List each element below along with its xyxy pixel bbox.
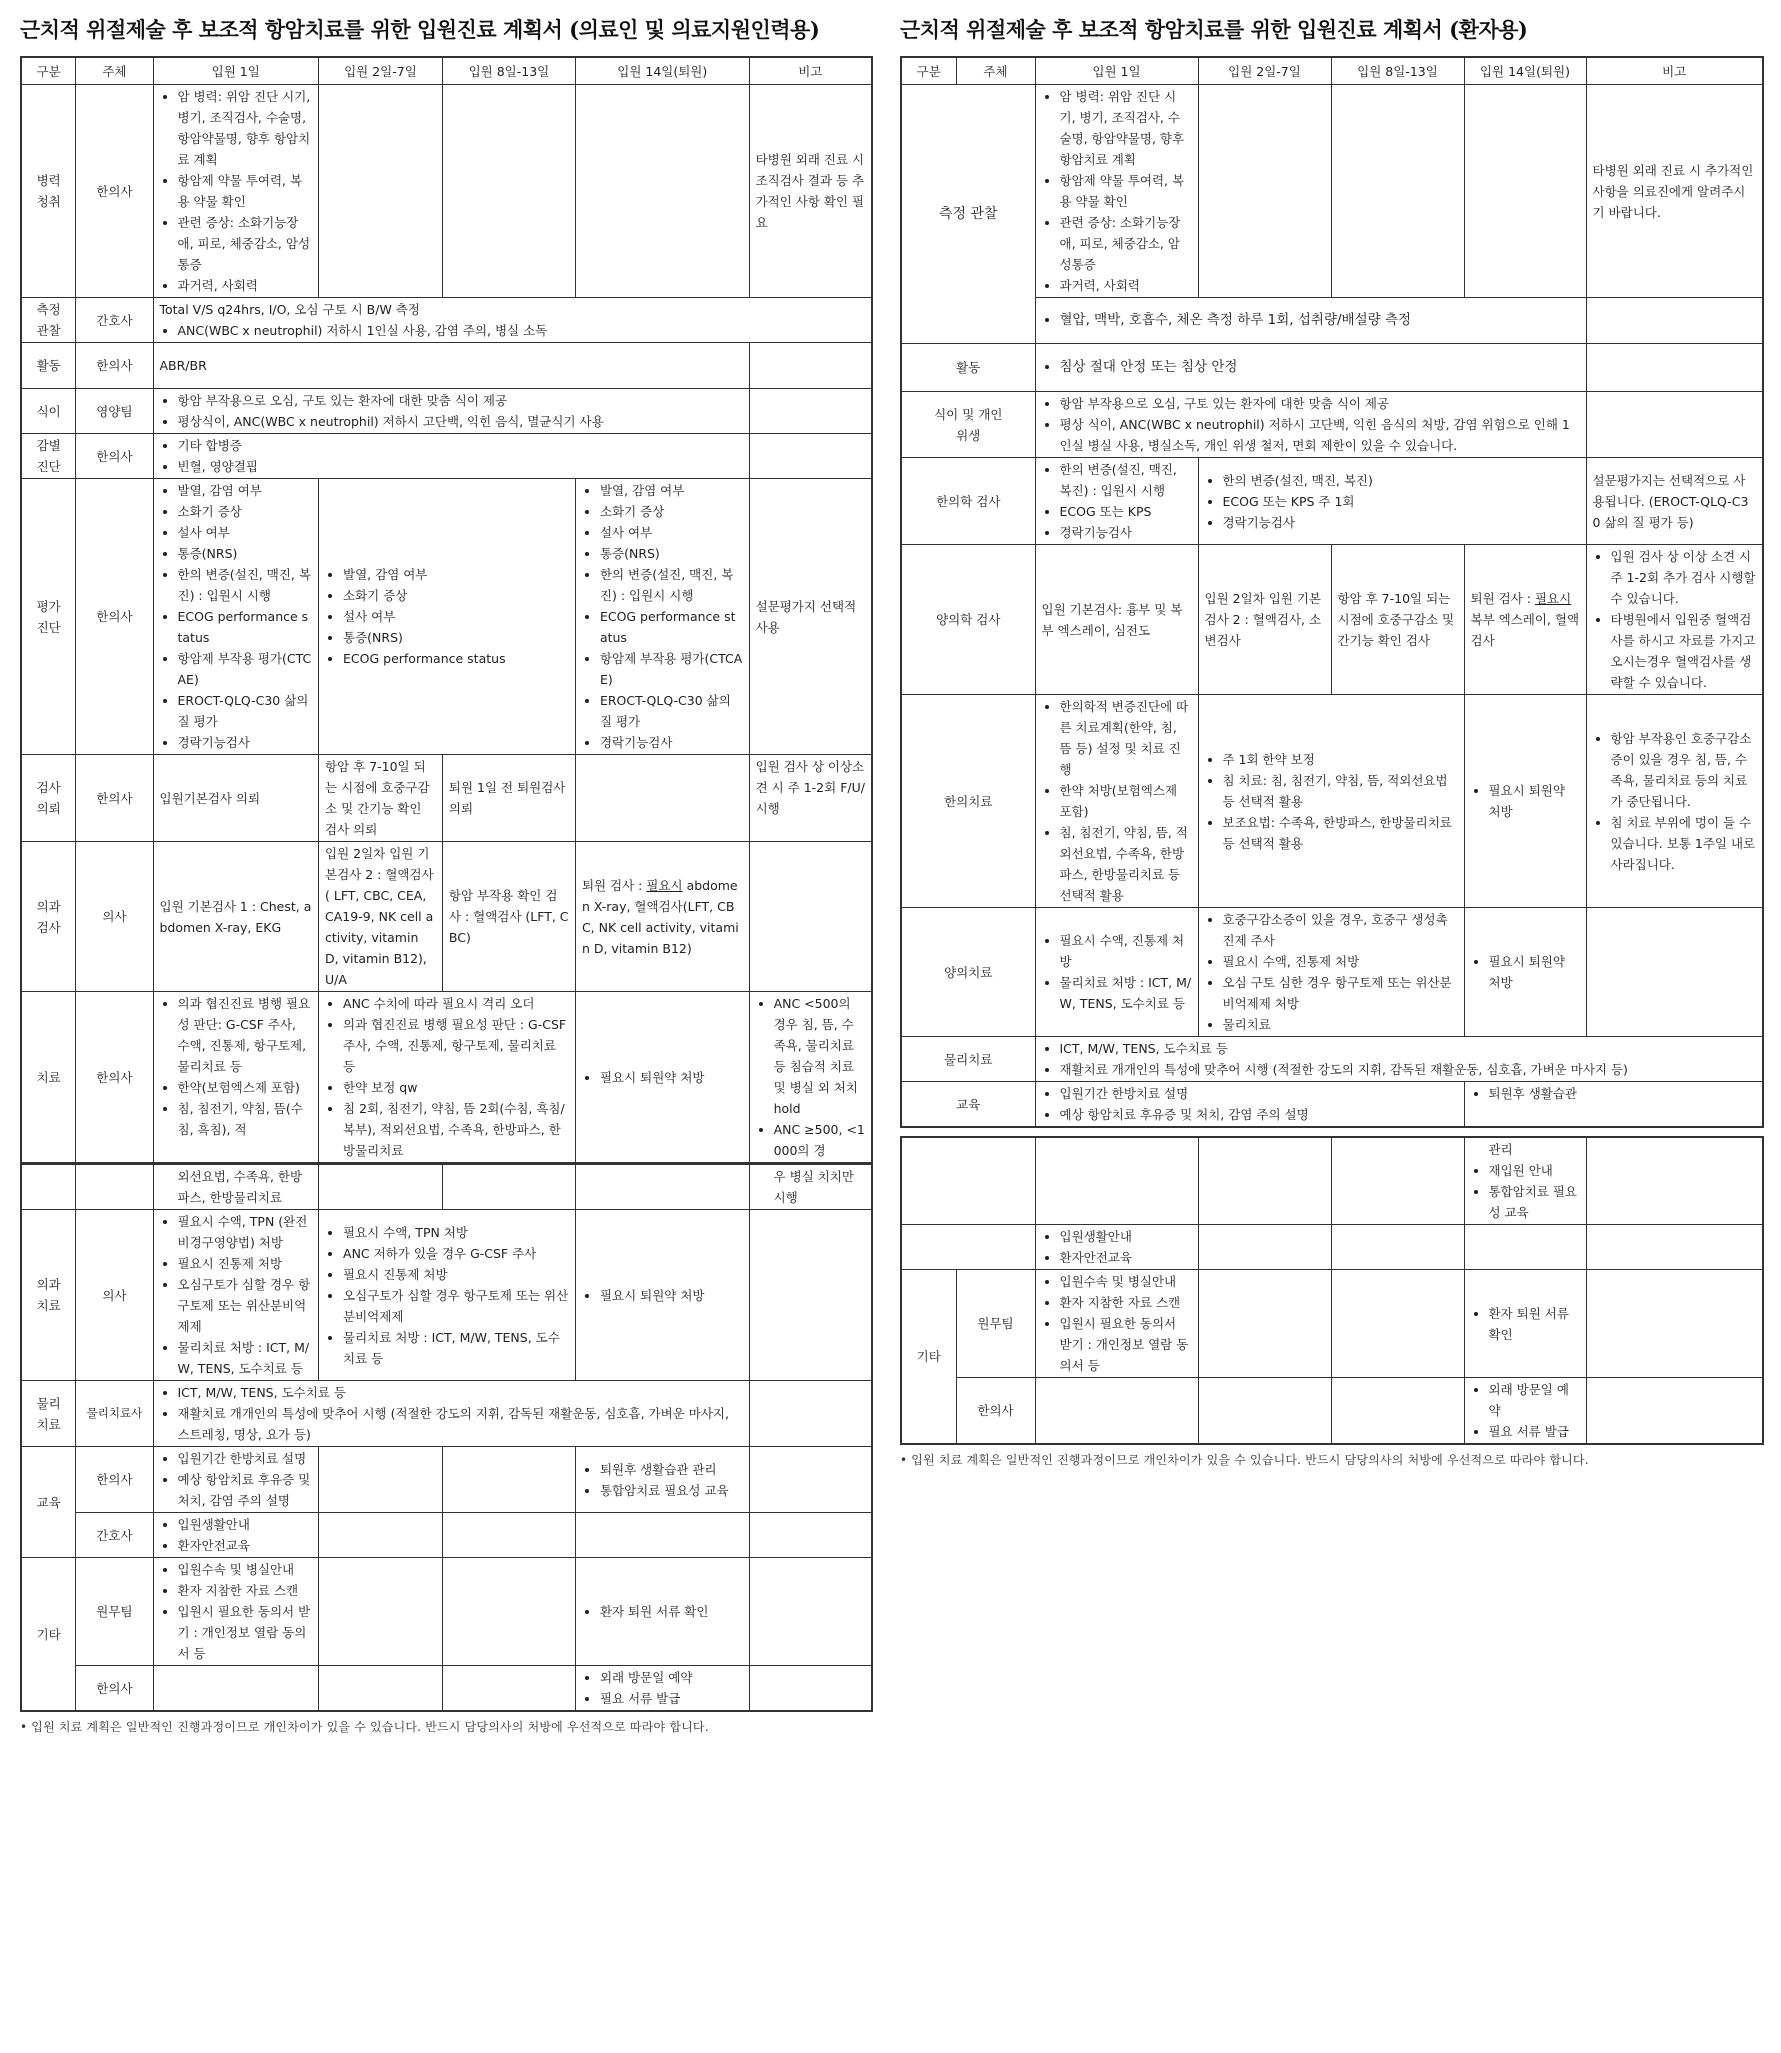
list-item: • 발열, 감염 여부 [343, 564, 569, 585]
row-owner: 영양팀 [76, 389, 153, 434]
col-header: 입원 1일 [153, 57, 319, 85]
list-item: • 항암제 약물 투여력, 복용 약물 확인 [178, 170, 313, 212]
list-item: • 환자안전교육 [178, 1535, 313, 1556]
cell-day14 [1464, 1270, 1586, 1378]
cell-note: 입원 검사 상 이상소견 시 주 1-2회 F/U/시행 [749, 755, 872, 842]
provider-plan-title: 근치적 위절제술 후 보조적 항암치료를 위한 입원진료 계획서 (의료인 및 의료지원인력용) [20, 17, 820, 42]
table-row [901, 1137, 1763, 1225]
list-item: • 예상 항암치료 후유증 및 처치, 감염 주의 설명 [1060, 1104, 1458, 1125]
list-item: • 침 치료 부위에 멍이 들 수 있습니다. 보통 1주일 내로 사라집니다. [1611, 812, 1757, 875]
cell-day14 [575, 992, 749, 1164]
table-row [21, 1164, 872, 1210]
list-item: • ECOG 또는 KPS [1060, 501, 1192, 522]
list-item: • 통증(NRS) [600, 543, 743, 564]
list-item: • 평상 식이, ANC(WBC x neutrophil) 저하시 고단백, 익힌 음식의 처방, 감염 위험으로 인해 1인실 병실 사용, 병실소독, 개인 위생 철저, 면회 제한이 있을 수 있습니다. [1060, 414, 1580, 456]
list-item: • 경락기능검사 [1223, 512, 1580, 533]
cell-day14 [1464, 1378, 1586, 1445]
list-item: • 한의학적 변증진단에 따른 치료계획(한약, 침, 뜸 등) 설정 및 치료 진행 [1060, 696, 1192, 780]
list-item: • 침 치료: 침, 침전기, 약침, 뜸, 적외선요법 등 선택적 활용 [1223, 770, 1458, 812]
cell-span [153, 389, 749, 434]
cell-day2-13 [319, 992, 576, 1164]
cell-day14 [1464, 695, 1586, 908]
cell-day1 [153, 1513, 319, 1558]
list-item: • 물리치료 처방 : ICT, M/W, TENS, 도수치료 등 [1060, 972, 1192, 1014]
row-owner: 간호사 [76, 1513, 153, 1558]
row-category: 활동 [21, 343, 76, 389]
list-item: • 오심구토가 심할 경우 항구토제 또는 위산분비억제제 [178, 1274, 313, 1337]
cell-span [1035, 344, 1586, 392]
col-header: 주체 [76, 57, 153, 85]
list-item: • 항암제 부작용 평가(CTCAE) [600, 648, 743, 690]
list-item: • 예상 항암치료 후유증 및 처치, 감염 주의 설명 [178, 1469, 313, 1511]
cell-day2: 항암 후 7-10일 되는 시점에 호중구감소 및 간기능 확인 검사 의뢰 [319, 755, 443, 842]
list-item: • 보조요법: 수족욕, 한방파스, 한방물리치료 등 선택적 활용 [1223, 812, 1458, 854]
cell-day1 [153, 479, 319, 755]
list-item: • 통증(NRS) [178, 543, 313, 564]
list-item: • ANC 저하가 있을 경우 G-CSF 주사 [343, 1243, 569, 1264]
col-header: 입원 1일 [1035, 57, 1198, 85]
cell-note: 설문평가지 선택적 사용 [749, 479, 872, 755]
list-item: • 오심구토가 심할 경우 항구토제 또는 위산분비억제제 [343, 1285, 569, 1327]
col-header: 입원 8일-13일 [442, 57, 575, 85]
cell-day14: 퇴원 검사 : 필요시 복부 엑스레이, 혈액검사 [1464, 545, 1586, 695]
list-item: • 필요시 수액, TPN (완전 비경구영양법) 처방 [178, 1211, 313, 1253]
list-item: • 환자안전교육 [1060, 1247, 1192, 1268]
list-item: • 퇴원후 생활습관 [1489, 1083, 1757, 1104]
table-row [901, 392, 1763, 458]
table-row [901, 1270, 1763, 1378]
list-item: • 통합암치료 필요성 교육 [1489, 1181, 1580, 1223]
col-header: 비고 [1586, 57, 1763, 85]
row-category: 한의치료 [901, 695, 1035, 908]
table-row [21, 85, 872, 298]
list-item: • 기타 합병증 [178, 435, 743, 456]
cell-note [1586, 695, 1763, 908]
col-header: 구분 [21, 57, 76, 85]
col-header: 입원 8일-13일 [1331, 57, 1464, 85]
list-item: • 물리치료 처방 : ICT, M/W, TENS, 도수치료 등 [178, 1337, 313, 1379]
patient-plan-title: 근치적 위절제술 후 보조적 항암치료를 위한 입원진료 계획서 (환자용) [900, 17, 1528, 42]
row-owner: 한의사 [956, 1378, 1035, 1445]
list-item: • 입원시 필요한 동의서 받기 : 개인정보 열람 동의서 등 [1060, 1313, 1192, 1376]
list-item: • ANC ≥500, <1000의 경 [774, 1119, 865, 1161]
table-row [21, 1381, 872, 1447]
row-owner: 한의사 [76, 479, 153, 755]
list-item: • 암 병력: 위암 진단 시기, 병기, 조직검사, 수술명, 항암약물명, 향후 항암치료 계획 [178, 86, 313, 170]
provider-plan-panel [20, 8, 873, 1735]
list-item: • 필요시 퇴원약 처방 [1489, 951, 1580, 993]
cell-day1 [153, 1210, 319, 1381]
row-category: 치료 [21, 992, 76, 1164]
list-item: • 입원수속 및 병실안내 [178, 1559, 313, 1580]
cell-span: ABR/BR [153, 343, 749, 389]
row-category: 기타 [21, 1558, 76, 1712]
cell-day1 [153, 1447, 319, 1513]
row-category: 기타 [901, 1270, 956, 1445]
cell-span [1035, 298, 1586, 344]
row-owner: 의사 [76, 1210, 153, 1381]
table-row [21, 389, 872, 434]
patient-plan-panel [900, 8, 1762, 1468]
list-item: • 필요시 퇴원약 처방 [600, 1285, 743, 1306]
table-row [21, 1210, 872, 1381]
list-item: • 설사 여부 [343, 606, 569, 627]
list-item: • 외래 방문일 예약 [1489, 1379, 1580, 1421]
cell-day14: 퇴원 검사 : 필요시 abdomen X-ray, 혈액검사(LFT, CBC, NK cell activity, vitamin D, vitamin B12) [575, 842, 749, 992]
list-item: • 한약 처방(보험엑스제 포함) [1060, 780, 1192, 822]
list-item: • 통증(NRS) [343, 627, 569, 648]
cell-span [153, 1381, 749, 1447]
cell-day1: 입원기본검사 의뢰 [153, 755, 319, 842]
list-item: • ICT, M/W, TENS, 도수치료 등 [1060, 1038, 1757, 1059]
footnote: • 입원 치료 계획은 일반적인 진행과정이므로 개인차이가 있을 수 있습니다. 반드시 담당의사의 처방에 우선적으로 따라야 합니다. [900, 1453, 1589, 1467]
row-category: 한의학 검사 [901, 458, 1035, 545]
list-item: • 항암 부작용으로 오심, 구토 있는 환자에 대한 맞춤 식이 제공 [1060, 393, 1580, 414]
table-row [21, 992, 872, 1164]
list-item: • 항암제 약물 투여력, 복용 약물 확인 [1060, 170, 1192, 212]
row-category: 교육 [901, 1082, 1035, 1128]
list-item: • ANC 수치에 따라 필요시 격리 오더 [343, 993, 569, 1014]
row-category: 의과 검사 [21, 842, 76, 992]
cell-day8: 항암 부작용 확인 검사 : 혈액검사 (LFT, CBC) [442, 842, 575, 992]
list-item: • 필요시 수액, 진통제 처방 [1223, 951, 1458, 972]
list-item: • ECOG performance status [600, 606, 743, 648]
table-row [21, 479, 872, 755]
cell-span [153, 434, 749, 479]
list-item: • 침 2회, 침전기, 약침, 뜸 2회(수침, 흑침/복부), 적외선요법, 수족욕, 한방파스, 한방물리치료 [343, 1098, 569, 1161]
footnote: • 입원 치료 계획은 일반적인 진행과정이므로 개인차이가 있을 수 있습니다. 반드시 담당의사의 처방에 우선적으로 따라야 합니다. [20, 1720, 709, 1734]
list-item: • 입원기간 한방치료 설명 [1060, 1083, 1458, 1104]
row-owner: 한의사 [76, 85, 153, 298]
cell-day2-13 [1198, 695, 1464, 908]
list-item: • 침, 침전기, 약침, 뜸, 적외선요법, 수족욕, 한방파스, 한방물리치료 등 선택적 활용 [1060, 822, 1192, 906]
table-row [21, 1558, 872, 1666]
list-item: • 필요 서류 발급 [600, 1688, 743, 1709]
list-item: • 한의 변증(설진, 맥진, 복진) [1223, 470, 1580, 491]
row-category: 양의학 검사 [901, 545, 1035, 695]
row-category: 감별 진단 [21, 434, 76, 479]
cell-day14 [1464, 908, 1586, 1037]
row-category: 교육 [21, 1447, 76, 1558]
cell-day8: 퇴원 1일 전 퇴원검사 의뢰 [442, 755, 575, 842]
list-item: • 항암 부작용인 호중구감소증이 있을 경우 침, 뜸, 수족욕, 물리치료 등의 치료가 중단됩니다. [1611, 728, 1757, 812]
list-item: • 의과 협진진료 병행 필요성 판단: G-CSF 주사, 수액, 진통제, 항구토제, 물리치료 등 [178, 993, 313, 1077]
list-item: • 한의 변증(설진, 맥진, 복진) : 입원시 시행 [1060, 459, 1192, 501]
list-item: • EROCT-QLQ-C30 삶의 질 평가 [178, 690, 313, 732]
list-item: • 통합암치료 필요성 교육 [600, 1480, 743, 1501]
row-category: 활동 [901, 344, 1035, 392]
list-item: • 설사 여부 [178, 522, 313, 543]
list-item: • ICT, M/W, TENS, 도수치료 등 [178, 1382, 743, 1403]
cell-day1 [1035, 908, 1198, 1037]
cell-day2-13 [319, 1210, 576, 1381]
row-category: 물리치료 [901, 1037, 1035, 1082]
list-item: • 과거력, 사회력 [1060, 275, 1192, 296]
list-item: • 혈압, 맥박, 호흡수, 체온 측정 하루 1회, 섭취량/배설량 측정 [1060, 310, 1580, 331]
col-header: 구분 [901, 57, 956, 85]
list-item: • ECOG 또는 KPS 주 1회 [1223, 491, 1580, 512]
list-item: • 주 1회 한약 보정 [1223, 749, 1458, 770]
list-item: • 입원생활안내 [1060, 1226, 1192, 1247]
cell-day1 [1035, 1270, 1198, 1378]
list-item: • 경락기능검사 [600, 732, 743, 753]
cell-day1 [153, 1558, 319, 1666]
list-item: • 필요시 퇴원약 처방 [1489, 780, 1580, 822]
table-row [901, 344, 1763, 392]
row-category: 물리 치료 [21, 1381, 76, 1447]
list-item: • 한약(보험엑스제 포함) [178, 1077, 313, 1098]
cell-day2: 입원 2일차 입원 기본검사 2 : 혈액검사, 소변검사 [1198, 545, 1331, 695]
cell-day1 [1035, 695, 1198, 908]
col-header: 입원 2일-7일 [319, 57, 443, 85]
row-owner: 한의사 [76, 992, 153, 1164]
table-row [21, 298, 872, 343]
col-header: 입원 14일(퇴원) [1464, 57, 1586, 85]
list-item: • 필요시 수액, 진통제 처방 [1060, 930, 1192, 972]
row-owner: 원무팀 [76, 1558, 153, 1666]
patient-plan-table-cont [900, 1136, 1764, 1445]
row-category: 측정 관찰 [21, 298, 76, 343]
list-item: • 재활치료 개개인의 특성에 맞추어 시행 (적절한 강도의 지휘, 감독된 재활운동, 심호흡, 가벼운 마사지 등) [1060, 1059, 1757, 1080]
header-row [21, 57, 872, 85]
cell-day14-cont: 관리 • 재입원 안내 • 통합암치료 필요성 교육 [1464, 1137, 1586, 1225]
list-item: • 한약 보정 qw [343, 1077, 569, 1098]
list-item: • 침, 침전기, 약침, 뜸(수침, 흑침), 적 [178, 1098, 313, 1140]
row-category: 평가 진단 [21, 479, 76, 755]
table-row [901, 545, 1763, 695]
cell-day1 [1035, 1225, 1198, 1270]
table-row [21, 1513, 872, 1558]
cell-day1 [153, 85, 319, 298]
list-item: • 암 병력: 위암 진단 시기, 병기, 조직검사, 수술명, 항암약물명, 향후 항암치료 계획 [1060, 86, 1192, 170]
list-item: • 경락기능검사 [178, 732, 313, 753]
list-item: • 필요시 진통제 처방 [343, 1264, 569, 1285]
list-item: • 관련 증상: 소화기능장애, 피로, 체중감소, 암성통증 [178, 212, 313, 275]
row-category: 식이 및 개인 위생 [901, 392, 1035, 458]
patient-plan-table [900, 56, 1764, 1128]
row-category: 양의치료 [901, 908, 1035, 1037]
list-item: • ANC <500의 경우 침, 뜸, 수족욕, 물리치료 등 침습적 치료 및 병실 외 처치 hold [774, 993, 865, 1119]
table-row [901, 1378, 1763, 1445]
col-header: 주체 [956, 57, 1035, 85]
list-item: • 재입원 안내 [1489, 1160, 1580, 1181]
list-item: • 항암제 부작용 평가(CTCAE) [178, 648, 313, 690]
cell-day14 [1464, 1082, 1763, 1128]
text-line: Total V/S q24hrs, I/O, 오심 구토 시 B/W 측정 [159, 302, 420, 317]
row-owner: 한의사 [76, 343, 153, 389]
list-item: • 관련 증상: 소화기능장애, 피로, 체중감소, 암성통증 [1060, 212, 1192, 275]
cell-span [1035, 1037, 1763, 1082]
cell-note-cont: 우 병실 치치만 시행 [749, 1164, 872, 1210]
cell-day1: 입원 기본검사: 흉부 및 복부 엑스레이, 심전도 [1035, 545, 1198, 695]
list-item: • ECOG performance status [343, 648, 569, 669]
cell-note: 설문평가지는 선택적으로 사용됩니다. (EROCT-QLQ-C30 삶의 질 평가 등) [1586, 458, 1763, 545]
cell-day2-13 [1198, 908, 1464, 1037]
cell-day1-cont: 외선요법, 수족욕, 한방파스, 한방물리치료 [153, 1164, 319, 1210]
table-row [901, 1225, 1763, 1270]
cell-note [749, 992, 872, 1164]
row-owner: 한의사 [76, 1447, 153, 1513]
cell-day2: 입원 2일차 입원 기본검사 2 : 혈액검사( LFT, CBC, CEA, CA19-9, NK cell activity, vitamin D, vitamin B12), U/A [319, 842, 443, 992]
row-category: 측정 관찰 [901, 85, 1035, 344]
table-row [21, 1447, 872, 1513]
list-item: • 입원시 필요한 동의서 받기 : 개인정보 열람 동의서 등 [178, 1601, 313, 1664]
table-row [21, 343, 872, 389]
row-category: 병력 청취 [21, 85, 76, 298]
col-header: 입원 2일-7일 [1198, 57, 1331, 85]
row-owner: 한의사 [76, 434, 153, 479]
cell-day2-13 [319, 479, 576, 755]
list-item: • 의과 협진진료 병행 필요성 판단 : G-CSF 주사, 수액, 진통제, 항구토제, 물리치료 등 [343, 1014, 569, 1077]
cell-day1 [153, 992, 319, 1164]
list-item: • 환자 지참한 자료 스캔 [178, 1580, 313, 1601]
list-item: • 외래 방문일 예약 [600, 1667, 743, 1688]
table-row [901, 908, 1763, 1037]
list-item: • ECOG performance status [178, 606, 313, 648]
list-item: • 물리치료 [1223, 1014, 1458, 1035]
table-row [901, 1082, 1763, 1128]
row-category: 검사 의뢰 [21, 755, 76, 842]
cell-span [153, 298, 872, 343]
cell-day14 [575, 1210, 749, 1381]
list-item: • ANC(WBC x neutrophil) 저하시 1인실 사용, 감염 주의, 병실 소독 [178, 320, 866, 341]
list-item: • 빈혈, 영양결핍 [178, 456, 743, 477]
row-owner: 원무팀 [956, 1270, 1035, 1378]
list-item: • 항암 부작용으로 오심, 구토 있는 환자에 대한 맞춤 식이 제공 [178, 390, 743, 411]
cell-day14 [575, 1666, 749, 1712]
list-item: • 입원수속 및 병실안내 [1060, 1271, 1192, 1292]
list-item: • 과거력, 사회력 [178, 275, 313, 296]
col-header: 입원 14일(퇴원) [575, 57, 749, 85]
list-item: • 경락기능검사 [1060, 522, 1192, 543]
list-item: • 입원기간 한방치료 설명 [178, 1448, 313, 1469]
table-row [901, 85, 1763, 298]
list-item: • 환자 지참한 자료 스캔 [1060, 1292, 1192, 1313]
cell-day1 [1035, 458, 1198, 545]
cell-day1: 입원 기본검사 1 : Chest, abdomen X-ray, EKG [153, 842, 319, 992]
table-row [901, 458, 1763, 545]
table-row [21, 1666, 872, 1712]
list-item: • 설사 여부 [600, 522, 743, 543]
cell-span [1035, 392, 1586, 458]
list-item: • 재활치료 개개인의 특성에 맞추어 시행 (적절한 강도의 지휘, 감독된 재활운동, 심호흡, 가벼운 마사지, 스트레칭, 명상, 요가 등) [178, 1403, 743, 1445]
list-item: • 소화기 증상 [343, 585, 569, 606]
row-owner: 간호사 [76, 298, 153, 343]
list-item: • 평상식이, ANC(WBC x neutrophil) 저하시 고단백, 익힌 음식, 멸균식기 사용 [178, 411, 743, 432]
list-item: • 소화기 증상 [600, 501, 743, 522]
row-owner: 한의사 [76, 1666, 153, 1712]
list-item: • EROCT-QLQ-C30 삶의 질 평가 [600, 690, 743, 732]
provider-plan-table [20, 56, 873, 1712]
row-category: 의과 치료 [21, 1210, 76, 1381]
list-item: • 필요 서류 발급 [1489, 1421, 1580, 1442]
list-item: • 환자 퇴원 서류 확인 [600, 1601, 743, 1622]
list-item: • 한의 변증(설진, 맥진, 복진) : 입원시 시행 [600, 564, 743, 606]
list-item: • 필요시 퇴원약 처방 [600, 1067, 743, 1088]
row-owner: 물리치료사 [76, 1381, 153, 1447]
cell-day14 [575, 479, 749, 755]
cell-day14 [575, 1447, 749, 1513]
list-item: • 물리치료 처방 : ICT, M/W, TENS, 도수치료 등 [343, 1327, 569, 1369]
table-row [21, 755, 872, 842]
row-category: 식이 [21, 389, 76, 434]
table-row [901, 1037, 1763, 1082]
table-row [21, 434, 872, 479]
list-item: • 타병원에서 입원중 혈액검사를 하시고 자료를 가지고 오시는경우 혈액검사를 생략할 수 있습니다. [1611, 609, 1757, 693]
cell-note: 타병원 외래 진료 시 조직검사 결과 등 추가적인 사항 확인 필요 [749, 85, 872, 298]
list-item: • 필요시 진통제 처방 [178, 1253, 313, 1274]
list-item: • 입원생활안내 [178, 1514, 313, 1535]
list-item: • 한의 변증(설진, 맥진, 복진) : 입원시 시행 [178, 564, 313, 606]
cell-day2-14 [1198, 458, 1586, 545]
list-item: • 퇴원후 생활습관 관리 [600, 1459, 743, 1480]
cell-span [1035, 1082, 1464, 1128]
table-row [21, 842, 872, 992]
list-item: • 호중구감소증이 있을 경우, 호중구 생성촉진제 주사 [1223, 909, 1458, 951]
row-owner: 의사 [76, 842, 153, 992]
cell-note: 타병원 외래 진료 시 추가적인 사항을 의료진에게 알려주시기 바랍니다. [1586, 85, 1763, 298]
list-item: • 발열, 감염 여부 [178, 480, 313, 501]
list-item: • 오심 구토 심한 경우 항구토제 또는 위산분비억제제 처방 [1223, 972, 1458, 1014]
cell-day8: 항암 후 7-10일 되는 시점에 호중구감소 및 간기능 확인 검사 [1331, 545, 1464, 695]
cell-day1 [1035, 85, 1198, 298]
list-item: • 입원 검사 상 이상 소견 시 주 1-2회 추가 검사 시행할 수 있습니다. [1611, 546, 1757, 609]
list-item: • 발열, 감염 여부 [600, 480, 743, 501]
col-header: 비고 [749, 57, 872, 85]
header-row [901, 57, 1763, 85]
list-item: • 환자 퇴원 서류 확인 [1489, 1303, 1580, 1345]
table-row [901, 695, 1763, 908]
cell-note [1586, 545, 1763, 695]
list-item: • 소화기 증상 [178, 501, 313, 522]
cell-day14 [575, 1558, 749, 1666]
list-item: • 침상 절대 안정 또는 침상 안정 [1060, 357, 1580, 378]
row-owner: 한의사 [76, 755, 153, 842]
list-item: • 필요시 수액, TPN 처방 [343, 1222, 569, 1243]
